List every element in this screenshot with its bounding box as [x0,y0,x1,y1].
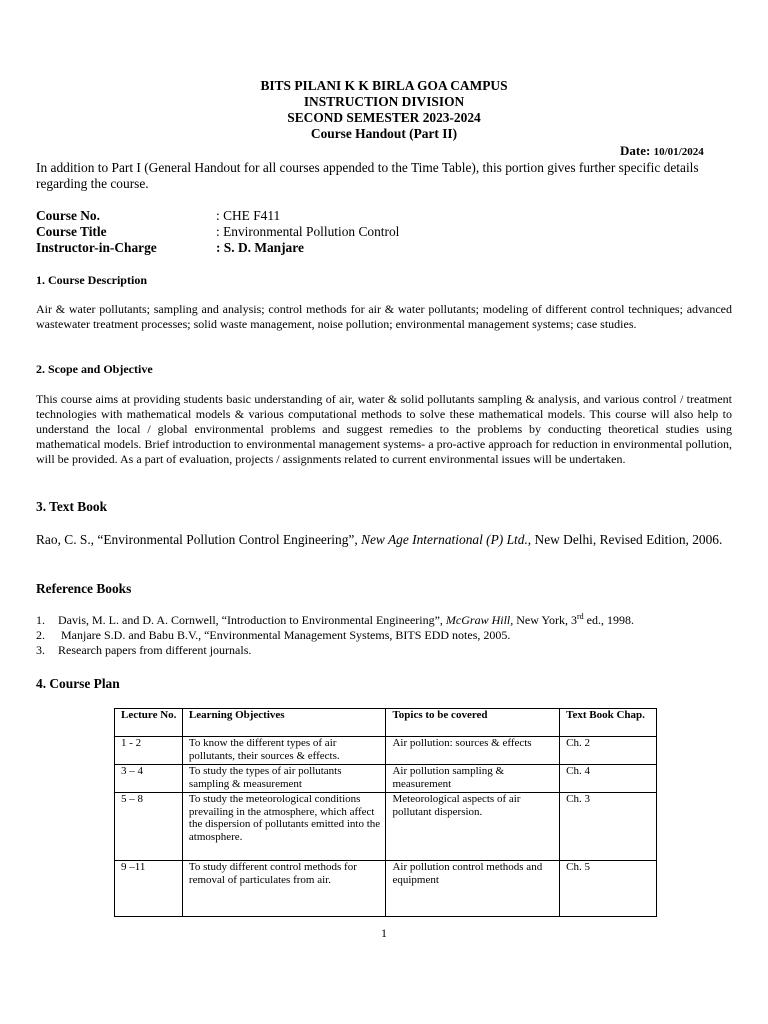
course-plan-table [114,708,657,917]
course-plan-heading: 4. Course Plan [36,676,120,691]
lecture-cell: 5 – 8 [115,793,183,861]
course-number-value: : CHE F411 [216,208,281,223]
table-row [115,765,657,793]
lecture-cell: 3 – 4 [115,765,183,793]
textbook-publisher: New Age International (P) Ltd., [361,532,532,547]
reference-number: 1. [36,613,45,627]
date-line [620,143,704,160]
lecture-cell: 9 –11 [115,861,183,917]
chapter-cell: Ch. 3 [560,793,657,861]
scope-text: This course aims at providing students basic understanding of air, water & solid pollutants sampling & analysis, and various control / treatment technologies with mathematical models & various computational methods to solve these mathematical models. This course will also help to understand the local / global environmental problems and suggest remedies to the problems by conducting theoretical studies using mathematical models. Brief introduction to environmental management systems- a pro-active approach for reduction in environmental pollution, will be provided. As a part of evaluation, projects / assignments related to current environmental issues will be undertaken. [36,392,732,466]
topic-cell: Air pollution control methods and equipment [386,861,560,917]
date-value: 10/01/2024 [653,146,704,158]
column-header-objectives: Learning Objectives [182,709,386,737]
textbook-citation [36,532,732,548]
topic-cell: Meteorological aspects of air pollutant dispersion. [386,793,560,861]
date-label: Date: [620,143,651,158]
semester-title: SECOND SEMESTER 2023-2024 [287,110,481,125]
reference-item-1: 1. Davis, M. L. and D. A. Cornwell, “Introduction to Environmental Engineering”, McGraw Hill, New York, 3rd ed., 1998. [36,612,634,627]
reference-item-3 [36,643,251,658]
reference-number: 2. [36,628,45,642]
table-header-row [115,709,657,737]
textbook-heading: 3. Text Book [36,499,108,514]
chapter-cell: Ch. 5 [560,861,657,917]
scope-heading: 2. Scope and Objective [36,362,153,376]
reference-item-2 [36,628,510,643]
column-header-lecture: Lecture No. [115,709,183,737]
intro-paragraph: In addition to Part I (General Handout for all courses appended to the Time Table), this portion gives further specific details regarding the course. [36,160,699,191]
reference-heading: Reference Books [36,581,132,596]
instructor-label: Instructor-in-Charge [36,240,157,255]
table-row [115,737,657,765]
objective-cell: To study different control methods for removal of particulates from air. [182,861,386,917]
page-number: 1 [381,926,387,940]
topic-cell: Air pollution sampling & measurement [386,765,560,793]
instructor-value: : S. D. Manjare [216,240,304,255]
column-header-chapter: Text Book Chap. [560,709,657,737]
objective-cell: To study the types of air pollutants sampling & measurement [182,765,386,793]
description-heading: 1. Course Description [36,273,147,287]
chapter-cell: Ch. 2 [560,737,657,765]
table-row [115,861,657,917]
course-title-value: : Environmental Pollution Control [216,224,400,239]
handout-title: Course Handout (Part II) [310,126,458,141]
reference-text: Research papers from different journals. [58,643,252,657]
course-title-label: Course Title [36,224,107,239]
lecture-cell: 1 - 2 [115,737,183,765]
reference-number: 3. [36,643,45,657]
division-title: INSTRUCTION DIVISION [303,94,465,109]
reference-text: Manjare S.D. and Babu B.V., “Environmental Management Systems, BITS EDD notes, 2005. [58,628,511,642]
textbook-citation-part1: Rao, C. S., “Environmental Pollution Control Engineering”, [36,532,362,547]
objective-cell: To study the meteorological conditions prevailing in the atmosphere, which affect the dispersion of pollutants emitted into the atmosphere. [182,793,386,861]
topic-cell: Air pollution: sources & effects [386,737,560,765]
objective-cell: To know the different types of air pollutants, their sources & effects. [182,737,386,765]
reference-publisher: McGraw Hill, [445,613,514,627]
description-text: Air & water pollutants; sampling and analysis; control methods for air & water pollutants; modeling of different control techniques; advanced wastewater treatment processes; solid waste management, noise pollution; environmental management systems; case studies. [36,302,732,331]
course-number-label: Course No. [36,208,100,223]
table-row [115,793,657,861]
institution-title: BITS PILANI K K BIRLA GOA CAMPUS [260,78,508,93]
column-header-topics: Topics to be covered [386,709,560,737]
chapter-cell: Ch. 4 [560,765,657,793]
textbook-citation-part2: New Delhi, Revised Edition, 2006. [531,532,723,547]
